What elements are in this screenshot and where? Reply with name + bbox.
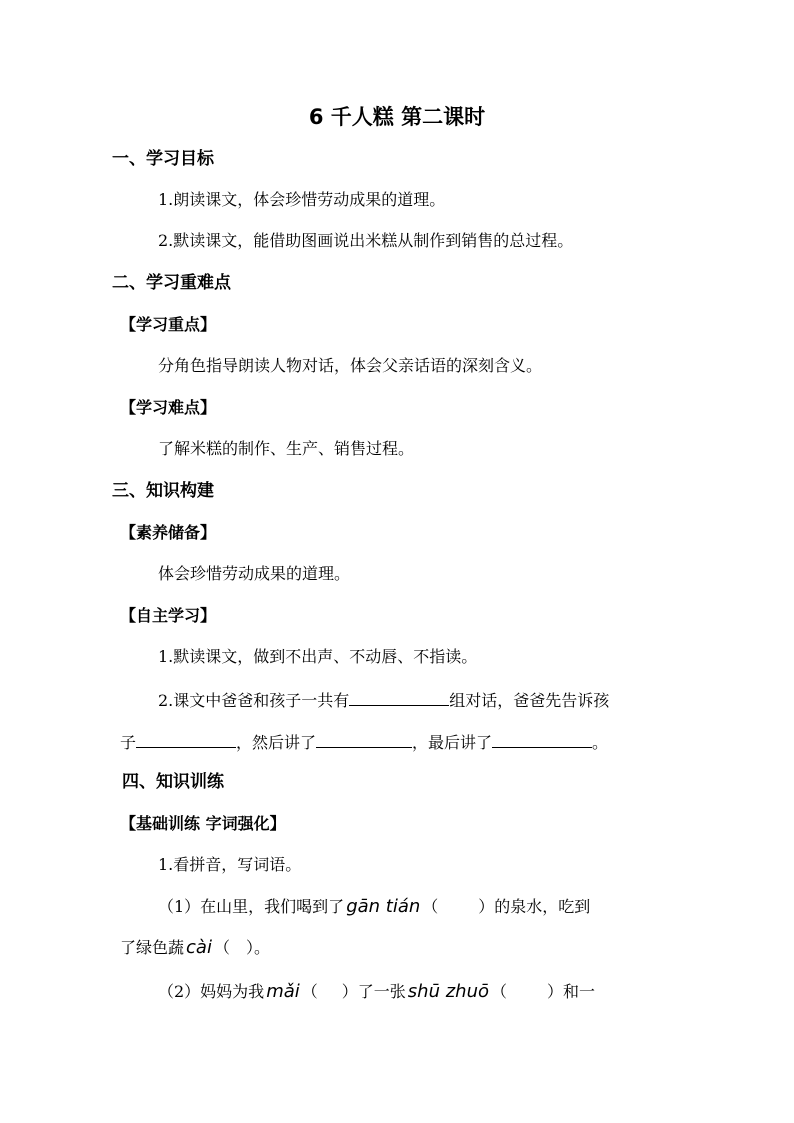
pinyin-cai: cài [186, 937, 212, 958]
p2-text-d: （ [491, 982, 508, 1001]
pinyin-shu-zhuo: shū zhuō [407, 981, 489, 1002]
q2-text-a: 2.课文中爸爸和孩子一共有 [158, 691, 350, 710]
answer-blank[interactable] [136, 733, 236, 748]
pinyin-exercise-line1 [158, 898, 590, 916]
focus-label: 【学习重点】 [120, 315, 217, 334]
q2-text-e: ，最后讲了 [412, 733, 493, 752]
p2-text-b: （ [301, 982, 318, 1001]
answer-blank[interactable] [349, 691, 449, 706]
section-heading-key-points: 二、学习重难点 [112, 273, 231, 293]
p1-text-a: （1）在山里，我们喝到了 [158, 897, 345, 916]
p1-text-c: ）的泉水，吃到 [478, 897, 591, 916]
p1-text-d: 了绿色蔬 [120, 938, 185, 957]
p1-text-b: （ [422, 897, 439, 916]
section-heading-knowledge: 三、知识构建 [112, 481, 214, 501]
pinyin-gan-tian: gān tián [346, 896, 421, 917]
difficulty-label: 【学习难点】 [120, 398, 217, 417]
focus-text: 分角色指导朗读人物对话，体会父亲话语的深刻含义。 [158, 356, 543, 375]
difficulty-text: 了解米糕的制作、生产、销售过程。 [158, 439, 415, 458]
q2-text-c: 子 [120, 733, 137, 752]
page-title: 6 千人糕 第二课时 [308, 105, 486, 129]
basic-training-label: 【基础训练 字词强化】 [120, 814, 286, 833]
pinyin-mai: mǎi [266, 981, 300, 1002]
self-study-q2-line2 [120, 733, 608, 751]
prep-label: 【素养储备】 [120, 523, 217, 542]
q2-text-d: ，然后讲了 [236, 733, 317, 752]
prep-text: 体会珍惜劳动成果的道理。 [158, 564, 351, 583]
self-study-q1: 1.默读课文，做到不出声、不动唇、不指读。 [158, 647, 478, 666]
p1-text-e: （ [213, 938, 230, 957]
q2-text-b: 组对话，爸爸先告诉孩 [449, 691, 610, 710]
answer-blank[interactable] [316, 733, 412, 748]
p2-text-c: ）了一张 [341, 982, 406, 1001]
pinyin-exercise-q1: 1.看拼音，写词语。 [158, 855, 302, 874]
q2-text-f: 。 [592, 733, 609, 752]
objective-item-1: 1.朗读课文，体会珍惜劳动成果的道理。 [158, 190, 446, 209]
self-study-q2-line1 [158, 691, 609, 709]
section-heading-training: 四、知识训练 [122, 772, 224, 792]
answer-blank[interactable] [492, 733, 592, 748]
section-heading-objectives: 一、学习目标 [112, 149, 214, 169]
p2-text-a: （2）妈妈为我 [158, 982, 265, 1001]
pinyin-exercise-line2 [120, 939, 270, 957]
p1-text-f: ）。 [245, 938, 270, 957]
p2-text-e: ）和一 [547, 982, 596, 1001]
objective-item-2: 2.默读课文，能借助图画说出米糕从制作到销售的总过程。 [158, 231, 574, 250]
pinyin-exercise-line3 [158, 983, 595, 1001]
self-study-label: 【自主学习】 [120, 606, 217, 625]
